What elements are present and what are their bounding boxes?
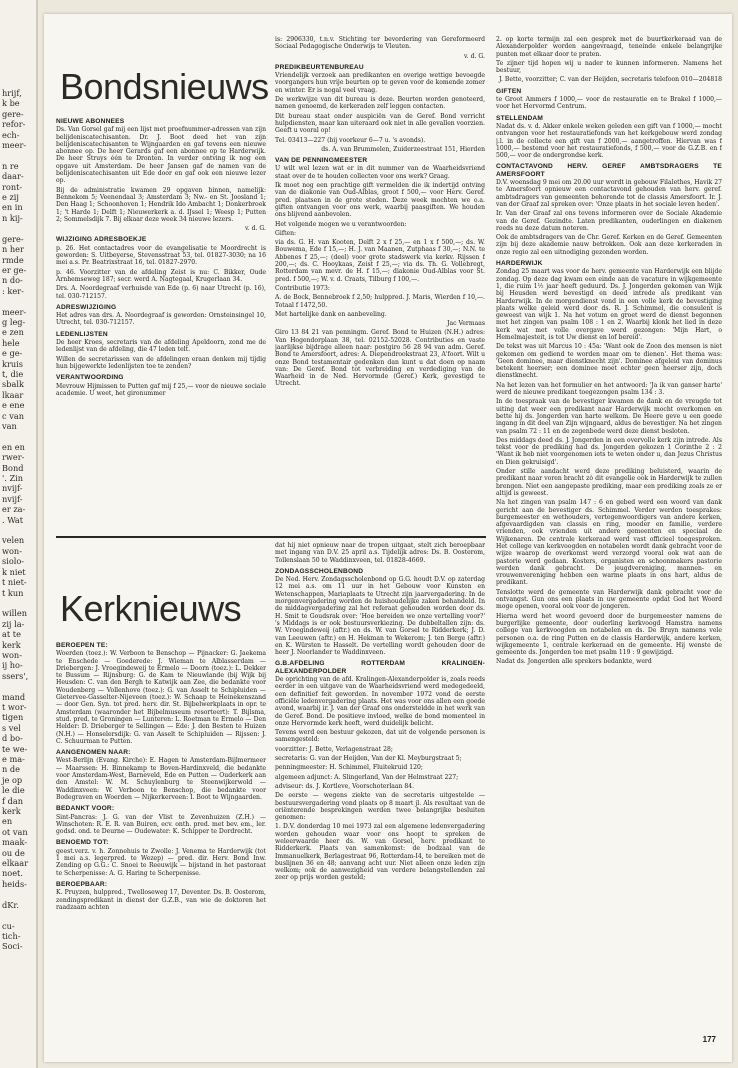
paragraph: Giften:: [275, 229, 297, 237]
page-number: 177: [702, 1035, 716, 1044]
paragraph: ds. A. van Brummelen, Zuiderzeestraat 151, Hierden: [321, 145, 485, 153]
paragraph: Bij de administratie kwamen 29 opgaven binnen, namelijk: Bennekom 5; Veenendaal 3; Amsterdam 3; Nw.- en St. Joosland 1; Den Haag 1; Schoonhoven 1; Hendrik Ido Ambacht 1; Donkerbroek 1; 't Harde 1; Delft 1; Nieuwerkerk a. d. IJssel 1; Weesp 1; Putten 2; Sommelsdijk 7. Bij elkaar deze week 34 nieuwe lezers.: [56, 186, 266, 223]
paragraph: Nadat ds. v. d. Akker enkele weken geleden een gift van f 1000,— mocht ontvangen voor het restauratiefonds van het kerkgebouw werd zondag j.l. in de collecte een gift van f 2000,— aangetroffen. Hiervan was f 1000,— bestemd voor het restauratiefonds, f 500,— voor de G.Z.B. en f 500,— voor de ondergrondse kerk.: [496, 122, 722, 160]
column-1-top: [56, 114, 266, 534]
section-heading: NIEUWE ABONNEES: [56, 118, 125, 125]
section-heading: VAN DE PENNINGMEESTER: [275, 157, 368, 165]
paragraph: v. d. G.: [245, 225, 266, 233]
paragraph: via ds. G. H. van Kooten, Delft 2 x f 25,— en 1 x f 500,—; ds. W. Bouwema, Ede f 15,—; H. J. van Maanen, Zutphaas f 30,—; N.N. te Abbenes f 25,—; (deel) voor grote stadswerk via kerkv. Rijssen f 200,—; ds. C. Hooykaas, Zeist f 25,—; via ds. Th. G. Vollebregt, Rotterdam van mevr. de H. f 15,—; diakonie Oud-Alblas voor St. pred. f 500,—; W. v. d. Craats, Tilburg f 100,—.: [275, 239, 485, 283]
paragraph: Tenslotte werd de gemeente van Harderwijk dank gebracht voor de ontvangst. Gun ons een plaats in uw gemeente opdat God het Woord moge openen, vooral ook voor de jongeren.: [496, 588, 722, 611]
paragraph: Onder stille aandacht werd deze prediking beluisterd, waarin de predikant naar voren bracht zó dit evangelie ook in Harderwijk te zullen brengen. Niet een aangepaste prediking, maar een prediking zoals ze er altijd is geweest.: [496, 468, 722, 497]
paragraph: U wilt wel lezen wat er in dit nummer van de Waarheidsvriend staat over de te houden collecten voor ons werk? Graag.: [275, 165, 485, 180]
paragraph: Ir. Van der Graaf zal ons tevens informeren over de Sociale Akademie van de Geref. Gezindte. Laten predikanten, ouderlingen en diakenen reeds nu deze datum noteren.: [496, 210, 722, 232]
paragraph: Jac Vermaas: [447, 320, 485, 328]
section-heading: AANGENOMEN NAAR:: [56, 749, 131, 757]
paragraph: v. d. G.: [464, 52, 485, 60]
paragraph: Hierna werd het woord gevoerd door de burgemeester namens de burgerlijke gemeente, door ouderling kerkvoogd Hamstra namens college van kerkvoogden en notabelen en ds. De Bruyn namens vele personen o.a. de ring Putten en de classis Harderwijk, andere kerken, wijkgemeente 1, centrale kerkeraad en de gemeente. Hij wenste de gemeente ds. Jongerden toe met psalm 119 : 9 gewijzigd.: [496, 612, 722, 657]
paragraph: Mevrouw Hijmissen te Putten gaf mij f 25,— voor de nieuwe sociale academie. U weet, het gironummer: [56, 382, 266, 397]
paragraph: Tevens werd een bestuur gekozen, dat uit de volgende personen is samengesteld:: [275, 729, 485, 744]
paragraph: D.V. woensdag 9 mei om 20.00 uur wordt in gebouw Filalethes, Havik 27 te Amersfoort opnieuw een contactavond gehouden van herv. geref. ambtsdragers van gemeenten behorende tot de classis Amersfoort. Ir. J. van der Graaf zal spreken over: 'Onze plaats in het sociale leven heden'.: [496, 179, 722, 208]
paragraph: Met hartelijke dank en aanbeveling.: [275, 310, 387, 318]
paragraph: Sint-Pancras: J. G. van der Vlist te Zevenhuizen (Z.H.) — Winschoten: R. E. R. van Buiren, ecv. onth. pred. met bev. em., ler. godsd. ond. te Deurne — Oudewater: K. Schipper te Dordrecht.: [56, 813, 266, 836]
section-heading: BEDANKT VOOR:: [56, 805, 115, 813]
column-1-bottom: [56, 638, 266, 1058]
paragraph: Zondag 25 maart was voor de herv. gemeente van Harderwijk een blijde zondag. Op deze dag kwam een einde aan de vacature in wijkgemeente 1, die ruim 1½ jaar heeft geduurd. Ds. J. Jongerden gekomen van Wijk bij Heusden werd bevestigd en deed intrede als predikant van Harderwijk. In de morgendienst vond in een volle kerk de bevestiging plaats welke geleid werd door ds. R. J. Schimmel, die consulent is geweest van wijk 1. Na het votum en groet werd de dienst begonnen met het zingen van psalm 108 : 1 en 2. Waarbij klonk het lied in deze kerk wat met volle overgave werd gezongen: 'Mijn Hart, o Hemelmajesteit, is tot Uw dienst en lof bereid'.: [496, 268, 722, 341]
paragraph: De eerste — wegens ziekte van de secretaris uitgestelde — bestuursvergadering vond plaats op 8 maart jl. Als resultaat van de oriënterende besprekingen werden twee belangrijke besluiten genomen:: [275, 792, 485, 822]
paragraph: p. 26. Het contactadres voor de evangelisatie te Moordrecht is geworden: S. Uitbeyerse, Stevensstraat 53, tel. 01827-3030; na 16 mei a.s. Pr. Beatrixstraat 16, tel. 01827-2970.: [56, 244, 266, 267]
paragraph: J. Bette, voorzitter; C. van der Heijden, secretaris telefoon 010—204818: [499, 76, 722, 84]
paragraph: A. de Bock, Bennebroek f 2,50; hulppred. J. Maris, Wierden f 10,—. Totaal f 1472,50.: [275, 294, 485, 309]
section-heading: VERANTWOORDING: [56, 374, 124, 382]
paragraph: Woerden (toez.): W. Verboon te Benschop — Pijnacker: G. Jaekema te Enschede — Goederede: J. Wieman te Alblasserdam — Driebergen: J. Vroegindeweij te Ermelo — Doorn (toez.): L. Dekker te Bussum — Rijnsburg: G. de Kam te Nieuwlande (bij Wijk bij Heusden: C. van den Bergh te Katwijk aan Zee, die bedankte voor Woudenberg — Vollenhove (toez.): G. van Asselt te Schipluiden — Gietervee-Gasselter-Nijeveen (toez.): W. Schaap te Heinekenszand — door Gen. Syn. tot pred. herv. dir. St. Bijbelwerkplaats in opr. te Amsterdam (waaronder het Bijbelmuseum resorteert): T. Bijlsma, stud. pred. te Groningen — Lunteren: L. Roetman te Ermelo — Den Helder: D. Drieberger te Sellingen — Ede: J. den Besten te Huizen (N.H.) — Honselersdijk: G. van Asselt te Schipluiden — Rijssen: J. C. Schuurman te Putten.: [56, 650, 266, 745]
paragraph: adviseur: ds. J. Kortleve, Voorschoterlaan 84.: [275, 782, 415, 790]
paragraph: De Ned. Herv. Zondagsscholenbond op G.G. houdt D.V. op zaterdag 12 mei a.s. om 11 uur in het Gebouw voor Kunsten en Wetenschappen, Mariaplaats te Utrecht zijn jaarvergadering. In de morgenvergadering worden de huishoudelijke zaken behandeld. In de middagvergadering zal het referaat gehouden worden door ds. H. Smit te Goudsrak over: 'Hoe bereiden we onze vertelling voor?' 's Middags is er ook bestuursverkiezing. De dubbeltallen zijn: ds. W. Vroegindeweij (aftr.) en ds. W. van Gorsel te Ridderkerk; J. D. van Leeuwen (aftr.) en H. Hekman te Wekerom; J. ten Berge (aftr.) en K. Würsten te Hasselt. De vertelling wordt gehouden door de heer J. Noorlander te Waddinxveen.: [275, 576, 485, 657]
paragraph: Na het lezen van het formulier en het antwoord: 'Ja ik van ganser harte' werd de nieuwe predikant toegezongen psalm 134 : 3.: [496, 381, 722, 397]
paragraph: Willen de secretarissen van de afdelingen eraan denken mij tijdig hun bijgewerkte ledenlijsten toe te zenden?: [56, 355, 266, 370]
facing-page-edge: [0, 0, 38, 1068]
section-heading: BENOEMD TOT:: [56, 839, 109, 847]
paragraph: Te zijner tijd hopen wij u nader te kunnen informeren. Namens het bestuur,: [496, 59, 722, 75]
section-heading: G.B.AFDELING ROTTERDAM KRALINGEN-ALEXANDERPOLDER: [275, 660, 485, 675]
paragraph: Het adres van drs. A. Noordegraaf is geworden: Ornsteinsingel 10, Utrecht, tel. 030-712157.: [56, 312, 266, 327]
facing-page-text-fragments: hrijf, k be gere- refor- ech- meer- n re daar- ront- e zij en in n kij- gere- n her rmde er ge- n do- : ker- meer- g leg- e zen hele e ge- kruis t, die sbalk lkaar e ene c van van en en rwer- Bond '. Zin nvijf- nvijf- er za- . Wat velen won- siolo- k niet t niet- t kun willen zij la- at te kerk won- ij ho- ssers', mand t wor- tigen s vel d bo- te we- e ma- n de je op le die f dan kerk en ot van maak- ou de elkaar noet. heids- dKr. cu- tich- Soci-: [2, 88, 29, 952]
paragraph: De tekst was uit Marcus 10 : 45a: 'Want ook de Zoon des mensen is niet gekomen om gediend te worden maar om te dienen'. Het thema was: 'Geen dominee, maar dienstknecht zijn'. Dominee afgeleid van dominus betekent heerser; een dominee moet echter geen heerser zijn, doch dienstknecht.: [496, 343, 722, 380]
column-2-top: [275, 36, 485, 534]
section-divider: [56, 536, 486, 538]
paragraph: geest.verz. v. h. Zonnehuis te Zwolle: J. Venema te Harderwijk (tot 1 mei a.s. legerpred. te Wezep) — pred. dir. Herv. Bond Inw. Zending op G.G.: C. Snoei te Reeuwijk — bijstand in het pastoraat te Scherpenisse: A. G. Haring te Scherpenisse.: [56, 847, 266, 877]
section-heading: LEDENLIJSTEN: [56, 330, 108, 338]
paragraph: te Groot Ammers f 1000,— voor de restauratie en te Brakel f 1000,— voor het Hervormd Centrum.: [496, 96, 722, 111]
section-heading: HARDERWIJK: [496, 260, 543, 268]
magazine-page: [44, 14, 732, 1062]
paragraph: algemeen adjunct: A. Slingerland, Van der Helmstraat 227;: [275, 773, 459, 781]
paragraph: is: 2906330, t.n.v. Stichting ter bevordering van Gereformeerd Sociaal Pedagogische Onderwijs te Vleuten.: [275, 36, 485, 51]
paragraph: West-Berlijn (Evang. Kirche): E. Hagen te Amsterdam-Bijlmermeer — Maarssen: H. Binnekamp te Boven-Hardinxveld, die bedankte voor Amsterdam-West, Barneveld, Ede en Putten — Ouderkerk aan den Amstel: W. M. Schuylenburg te Steenwijkerwold — Waddinxveen: W. Verboon te Benschop, die bedankte voor Bodegraven en Woerden — Nijkerkerveen: I. Boot te Wijngaarden.: [56, 757, 266, 801]
paragraph: Des middags deed ds. J. Jongerden in een overvolle kerk zijn intrede. Als tekst voor de prediking had ds. Jongerden gekozen 1 Corinthe 2 : 2 'Want ik heb niet voorgenomen iets te weten onder u, dan Jezus Christus en Dien gekruisigd'.: [496, 436, 722, 466]
paragraph: Ook de ambtsdragers van de Chr. Geref. Kerken en de Geref. Gemeenten zijn bij deze akademie nauw betrokken. Ook aan deze kerkeraden in onze regio zal een uitnodiging gezonden worden.: [496, 234, 722, 256]
column-2-bottom: [275, 542, 485, 1058]
section-heading: ADRESWIJZIGING: [56, 303, 117, 311]
paragraph: voorzitter: J. Bette, Verlagenstraat 28;: [275, 745, 393, 753]
section-heading: PREDIKBEURTENBUREAU: [275, 63, 364, 71]
paragraph: K. Pruyzen, hulppred., Twelloseweg 17, Deventer. Ds. B. Oosterom, zendingspredikant in dienst der G.Z.B., van wie de doktoren het raadzaam achten: [56, 889, 266, 911]
paragraph: Ds. Van Gorsel gaf mij een lijst met proefnummer-adressen van zijn belijdeniscatechisanten. Dr. J. Boot deed het van zijn belijdeniscatechisanten te Wijngaarden en gaf tevens een nieuwe abonnee op. De heer Gerards gaf een abonnee op te Harderwijk. De heer Struys één te Dronten. In verder ontving ik nog een opgave uit Amsterdam. De heer Jansen gaf de namen van de belijdeniscatechisanten uit Ede door en gaf ook een nieuwe lezer op.: [56, 126, 266, 185]
section-heading: BEROEPBAAR:: [56, 880, 108, 888]
paragraph: De werkwijze van dit bureau is deze. Beurten worden genoteerd, namen genoemd, de kerkeraden zelf leggen contacten.: [275, 96, 485, 111]
paragraph: Na het zingen van psalm 147 : 6 en gebed werd een woord van dank gericht aan de bevestiger ds. Schimmel. Verder werden toesprakes: burgemeester en wethouders, vertegenwoordigers van andere kerken, afgevaardigden van classis en ring, mooder en familie, verdere vrienden, ook vrienden uit andere gemeenten en speciaal de Wijkenaren. De centrale kerkeraad werd vast officieel toegesproken. Het college van kerkvoogden en notabelen wordt dank gebracht voor de wijze waarop de overkomst werd verzorgd vooral ook wat aan de pastorie werd gedaan. Kosters, organisten en schoonmakers pastorie werden dank gebracht. De jeugdvereniging, mannen- en vrouwenvereniging hebben een warme plaats in ons hart, aldus de predikant.: [496, 499, 722, 587]
section-heading: WIJZIGING ADRESBOEKJE: [56, 236, 147, 244]
heading-kerknieuws: Kerknieuws: [60, 588, 242, 629]
paragraph: penningmeester: H. Schimmel, Fluitekruid 120;: [275, 764, 423, 772]
paragraph: De oprichting van de afd. Kralingen-Alexanderpolder is, zoals reeds eerder in een uitgave van de Waarheidsvriend werd medegedeeld, een definitief feit geworden. In november 1972 vond de eerste officiële ledenvergadering plaats. Het was voor ons allen een goede avond, waarbij ir. J. van der Graaf ons ondersteldde in het werk van de Geref. Bond. De positieve invloed, welke de bond momenteel in onze Hervormde kerk heeft, werd duidelijk belicht.: [275, 676, 485, 727]
section-heading: BEROEPEN TE:: [56, 642, 108, 649]
column-3: [496, 36, 722, 1026]
section-heading: ZONDAGSSCHOLENBOND: [275, 567, 364, 575]
paragraph: 2. op korte termijn zal een gesprek met de buurtkerkeraad van de Alexanderpolder worden aangevraagd, teneinde enkele belangrijke punten met elkaar door te praten.: [496, 36, 722, 58]
paragraph: Vriendelijk verzoek aan predikanten en overige wettige bevoegde voorgangers hun vrije beurten op te geven voor de komende zomer en winter. Er is nogal veel vraag.: [275, 72, 485, 94]
paragraph: Het volgende mogen we u verantwoorden:: [275, 220, 407, 228]
paragraph: Nadat ds. Jongerden alle sprekers bedankte, werd: [496, 658, 652, 666]
paragraph: dat hij niet opnieuw naar de tropen uitgaat, stelt zich beroepbaar met ingang van D.V. 25 april a.s. Tijdelijk adres: Ds. B. Oosterom, Tollenslaan 50 te Waddinxveen, tel. 01828-4669.: [275, 542, 485, 564]
paragraph: Ik moet nog een prachtige gift vermelden die ik indertijd ontving van de diakonie van Oud-Alblas, groot f 500,— voor Herv. Geref. pred. plaatsen in de grote steden. Deze week mochten we o.a. giften ontvangen voor ons werk, waarbij paasgiften. We houden ons blijvend aanbevolen.: [275, 182, 485, 219]
paragraph: Dit bureau staat onder auspiciën van de Geref. Bond verricht hulpdiensten, maar kan uiteraard ook niet in alle gevallen voorzien. Geeft u vooral op!: [275, 112, 485, 135]
paragraph: Contributie 1973:: [275, 284, 330, 292]
paragraph: Drs. A. Noordegraaf verhuisde van Ede (p. 6) naar Utrecht (p. 16), tel. 030-712157.: [56, 285, 266, 300]
section-heading: CONTACTAVOND HERV. GEREF AMBTSDRAGERS TE AMERSFOORT: [496, 163, 722, 178]
paragraph: In de toespraak van de bevestiger kwamen de dank en de vreugde tot uiting dat weer een predikant naar Harderwijk mocht overkomen en bette hij ds. Jongerden van harte welkom. De Heere geve u een goede ingang in dit deel van Zijn wijngaard, aldus de bevestiger. Na het zingen van psalm 72 : 11 en de zegenbede werd deze dienst besloten.: [496, 398, 722, 435]
section-heading: GIFTEN: [496, 87, 522, 95]
paragraph: Giro 13 84 21 van penningm. Geref. Bond te Huizen (N.H.) adres: Van Hogendorplaan 38, tel. 02152-52028. Contributies en vaste jaarlijkse bijdrage alleen naar: postgiro 56 28 94 van adm. Geref. Bond te Amersfoort, adres: A. Diependrookstraat 23, A'foort. Wilt u onze Bond testamentair gedenken dan kunt u dat doen op naam van: De Geref. Bond tot verbreiding en verdediging van de Waarheid in de Ned. Hervormde (Geref.) Kerk, gevestigd te Utrecht.: [275, 329, 485, 388]
paragraph: Tel. 03413—227 (bij voorkeur 6—7 u. 's avonds).: [275, 136, 426, 144]
paragraph: secretaris: G. van der Heijden, Van der Kl. Meyburgstraat 5;: [275, 755, 462, 763]
section-heading: STELLENDAM: [496, 114, 544, 122]
paragraph: p. 46. Voorzitter van de afdeling Zeist is nu: C. Bikker, Oude Arnhemseweg 187; secr. werd A. Nagtegaal, Krugerlaan 34.: [56, 268, 266, 283]
paragraph: 1. D.V. donderdag 10 mei 1973 zal een algemene ledenvergadering worden gehouden waar voor ons hoopt te spreken de weleerwaarde heer ds. W. van Gorsel, herv. predikant te Ridderkerk. Plaats van samenkomst: de bodzaal van de Immanuelkerk, Berlagestraat 96, Rotterdam-I4, te bereiken met de buslijnen 36 en 48; aanvang acht uur. Niet alleen onze leden zijn welkom; ook de aanwezigheid van verdere belangstellenden zal zeer op prijs worden gesteld;: [275, 823, 485, 882]
heading-bondsnieuws: Bondsnieuws: [60, 66, 269, 107]
paragraph: De heer Kroes, secretaris van de afdeling Apeldoorn, zond me de ledenlijst van de afdeling, die 47 leden telt.: [56, 339, 266, 354]
